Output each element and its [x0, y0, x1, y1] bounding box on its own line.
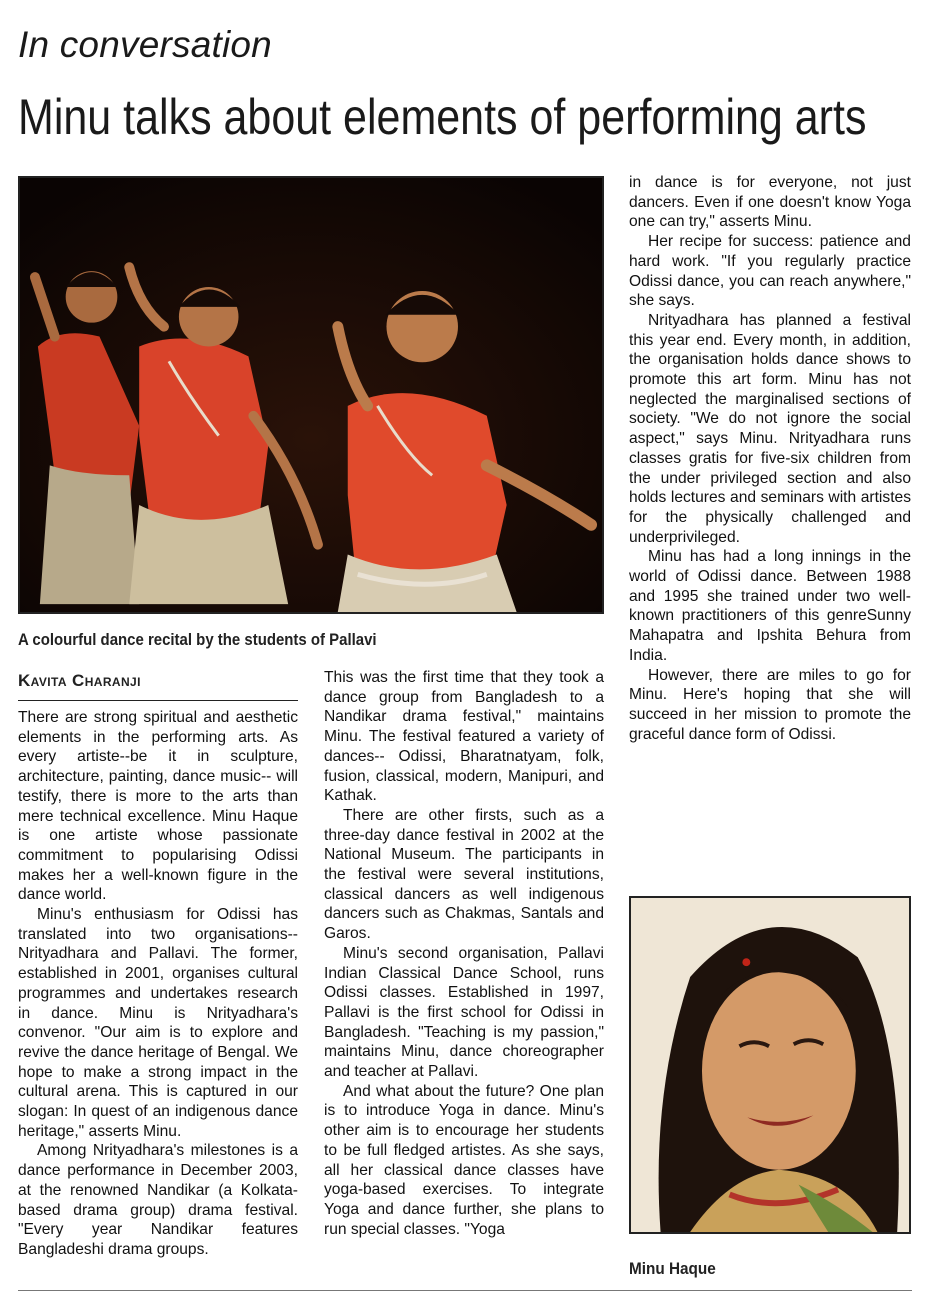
portrait-illustration: [631, 898, 909, 1232]
dance-recital-photo: [18, 176, 604, 614]
paragraph: Minu has had a long innings in the world of Odissi dance. Between 1988 and 1995 she trained under two well-known practitioners of this genreSunny Mahapatra and Ipshita Behura from India.: [629, 548, 911, 664]
text-column-2: [324, 668, 604, 1239]
headline: Minu talks about elements of performing arts: [18, 89, 867, 145]
portrait-caption: Minu Haque: [629, 1259, 716, 1278]
portrait-photo: [629, 896, 911, 1234]
section-kicker: In conversation: [18, 24, 272, 65]
dancers-illustration: [20, 178, 602, 612]
text-column-3: [629, 173, 911, 744]
paragraph: Minu's second organisation, Pallavi Indian Classical Dance School, runs Odissi classes. Established in 1997, Pallavi is the first school for Odissi in Bangladesh. "Teaching is my passion," maintains Minu, dance choreographer and teacher at Pallavi.: [324, 944, 604, 1081]
paragraph: However, there are miles to go for Minu. Here's hoping that she will succeed in her mission to promote the graceful dance form of Odissi.: [629, 666, 911, 743]
paragraph: Among Nrityadhara's milestones is a dance performance in December 2003, at the renowned Nandikar (a Kolkata-based drama group) drama festival. "Every year Nandikar features Bangladeshi drama groups.: [18, 1142, 298, 1258]
byline: Kavita Charanji: [18, 671, 141, 690]
paragraph: Nrityadhara has planned a festival this year end. Every month, in addition, the organisation holds dance shows to promote this art form. Minu has not neglected the marginalised sections of society. "We do not ignore the social aspect," says Minu. Nrityadhara runs classes gratis for five-six children from the under privileged section and also holds lectures and seminars with artistes for the physically challenged and underprivileged.: [629, 311, 911, 546]
text-column-1: [18, 708, 298, 1260]
paragraph: And what about the future? One plan is to introduce Yoga in dance. Minu's other aim is to encourage her students to be full fledged artistes. As she says, all her classical dance classes have yoga-based exercises. To integrate Yoga and dance further, she plans to run special classes. "Yoga: [324, 1082, 604, 1238]
paragraph: Minu's enthusiasm for Odissi has translated into two organisations-- Nrityadhara and Pallavi. The former, established in 2001, organises cultural programmes and undertakes research in dance. Minu is Nrityadhara's convenor. "Our aim is to explore and revive the dance heritage of Bengal. We hope to make a strong impact in the cultural arena. This is captured in our slogan: In quest of an indigenous dance heritage," asserts Minu.: [18, 906, 298, 1140]
paragraph: There are other firsts, such as a three-day dance festival in 2002 at the National Museum. The participants in the festival were several institutions, classical dancers as well indigenous dancers such as Chakmas, Santals and Garos.: [324, 806, 604, 943]
byline-divider: [18, 700, 298, 701]
bottom-divider: [18, 1290, 912, 1291]
paragraph: in dance is for everyone, not just dancers. Even if one doesn't know Yoga one can try," asserts Minu.: [629, 174, 911, 231]
paragraph: Her recipe for success: patience and hard work. "If you regularly practice Odissi dance, you can reach anywhere," she says.: [629, 233, 911, 310]
paragraph: This was the first time that they took a dance group from Bangladesh to a Nandikar drama festival," maintains Minu. The festival featured a variety of dances-- Odissi, Bharatnatyam, folk, fusion, classical, modern, Manipuri, and Kathak.: [324, 669, 604, 805]
photo-caption: A colourful dance recital by the students of Pallavi: [18, 630, 377, 649]
paragraph: There are strong spiritual and aesthetic elements in the performing arts. As every artiste--be it in sculpture, architecture, painting, dance music-- will testify, there is more to the arts than mere technical excellence. Minu Haque is one artiste whose passionate commitment to popularising Odissi makes her a well-known figure in the dance world.: [18, 709, 298, 904]
